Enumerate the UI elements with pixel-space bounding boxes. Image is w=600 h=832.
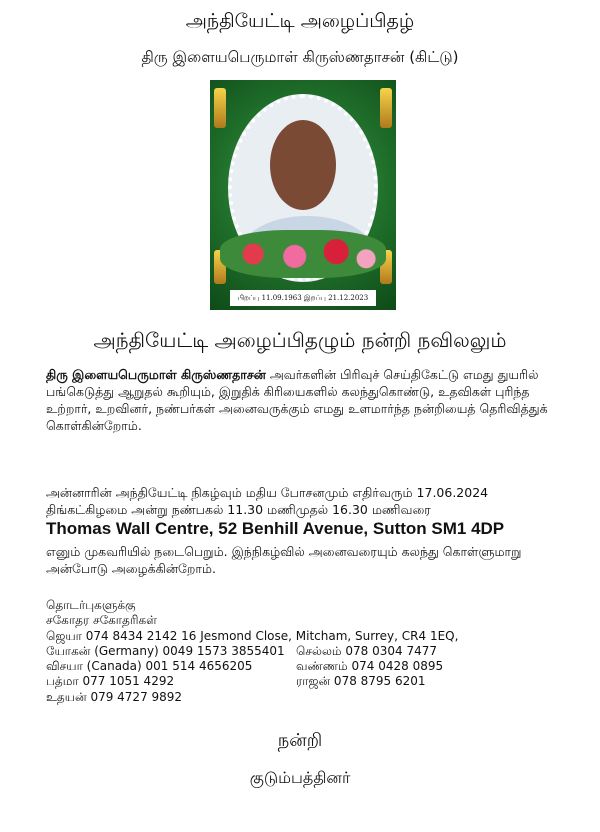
contact-left: யோகன் (Germany) 0049 1573 3855401 [46,643,285,658]
oil-lamp-icon [214,88,226,128]
event-intro: அன்னாரின் அந்தியேட்டி நிகழ்வும் மதிய போசனமும் எதிர்வரும் [46,485,417,500]
contact-row [46,674,576,689]
event-venue: Thomas Wall Centre, 52 Benhill Avenue, Sutton SM1 4DP [46,519,505,538]
contact-left: உதயன் 079 4727 9892 [46,689,183,704]
contact-left: விசயா (Canada) 001 514 4656205 [46,659,253,674]
event-time: திங்கட்கிழமை அன்று நண்பகல் 11.30 மணிமுதல் 16.30 மணிவரை [46,502,431,517]
contact-right: ராஜன் 078 8795 6201 [296,674,426,689]
oil-lamp-icon [380,88,392,128]
flower-garland [220,230,386,278]
event-line-1 [46,484,586,501]
paragraph-name: திரு இளையபெருமாள் கிருஸ்ணதாசன் [46,367,266,382]
contact-row [46,659,576,674]
paragraph-text: அவர்களின் பிரிவுச் செய்திகேட்டு எமது துயரில் பங்கெடுத்து ஆறுதல் கூறியும், இறுதிக் கிரியைகளில் கலந்துகொண்டு, உதவிகள் புரிந்த உற்றார், உறவினர், நண்பர்கள் அனைவருக்கும் எமது உளமார்ந்த நன்றியைத் தெரிவித்துக் கொள்கின்றோம். [46,367,548,433]
birth-death-dates: பிறப்பு 11.09.1963 இறப்பு 21.12.2023 [230,290,376,306]
thanks-text: நன்றி [277,730,323,751]
event-date: 17.06.2024 [416,485,489,500]
contact-line: ஜெயா 074 8434 2142 16 Jesmond Close, Mitcham, Surrey, CR4 1EQ, [46,628,459,643]
contact-left: பத்மா 077 1051 4292 [46,674,175,689]
thanks-paragraph [46,366,566,434]
event-invitation-text: எனும் முகவரியில் நடைபெறும். இந்நிகழ்வில் அனைவரையும் கலந்து கொள்ளுமாறு அன்போடு அழைக்கின்றோம். [46,544,522,576]
section-heading: அந்தியேட்டி அழைப்பிதழும் நன்றி நவிலலும் [93,328,507,352]
contacts-section [46,598,576,705]
contacts-heading: தொடர்புகளுக்கு [46,598,136,612]
deceased-name: திரு இளையபெருமாள் கிருஸ்ணதாசன் (கிட்டு) [141,48,459,66]
portrait-face [270,120,336,210]
contact-right: செல்லம் 078 0304 7477 [296,643,437,658]
family-signature: குடும்பத்தினர் [249,768,351,787]
contact-row [46,690,576,705]
contact-right: வண்ணம் 074 0428 0895 [296,659,444,674]
invitation-title: அந்தியேட்டி அழைப்பிதழ் [185,10,415,32]
contacts-subheading: சகோதர சகோதரிகள் [46,613,158,628]
contact-row [46,644,576,659]
memorial-photo-frame [210,80,396,310]
